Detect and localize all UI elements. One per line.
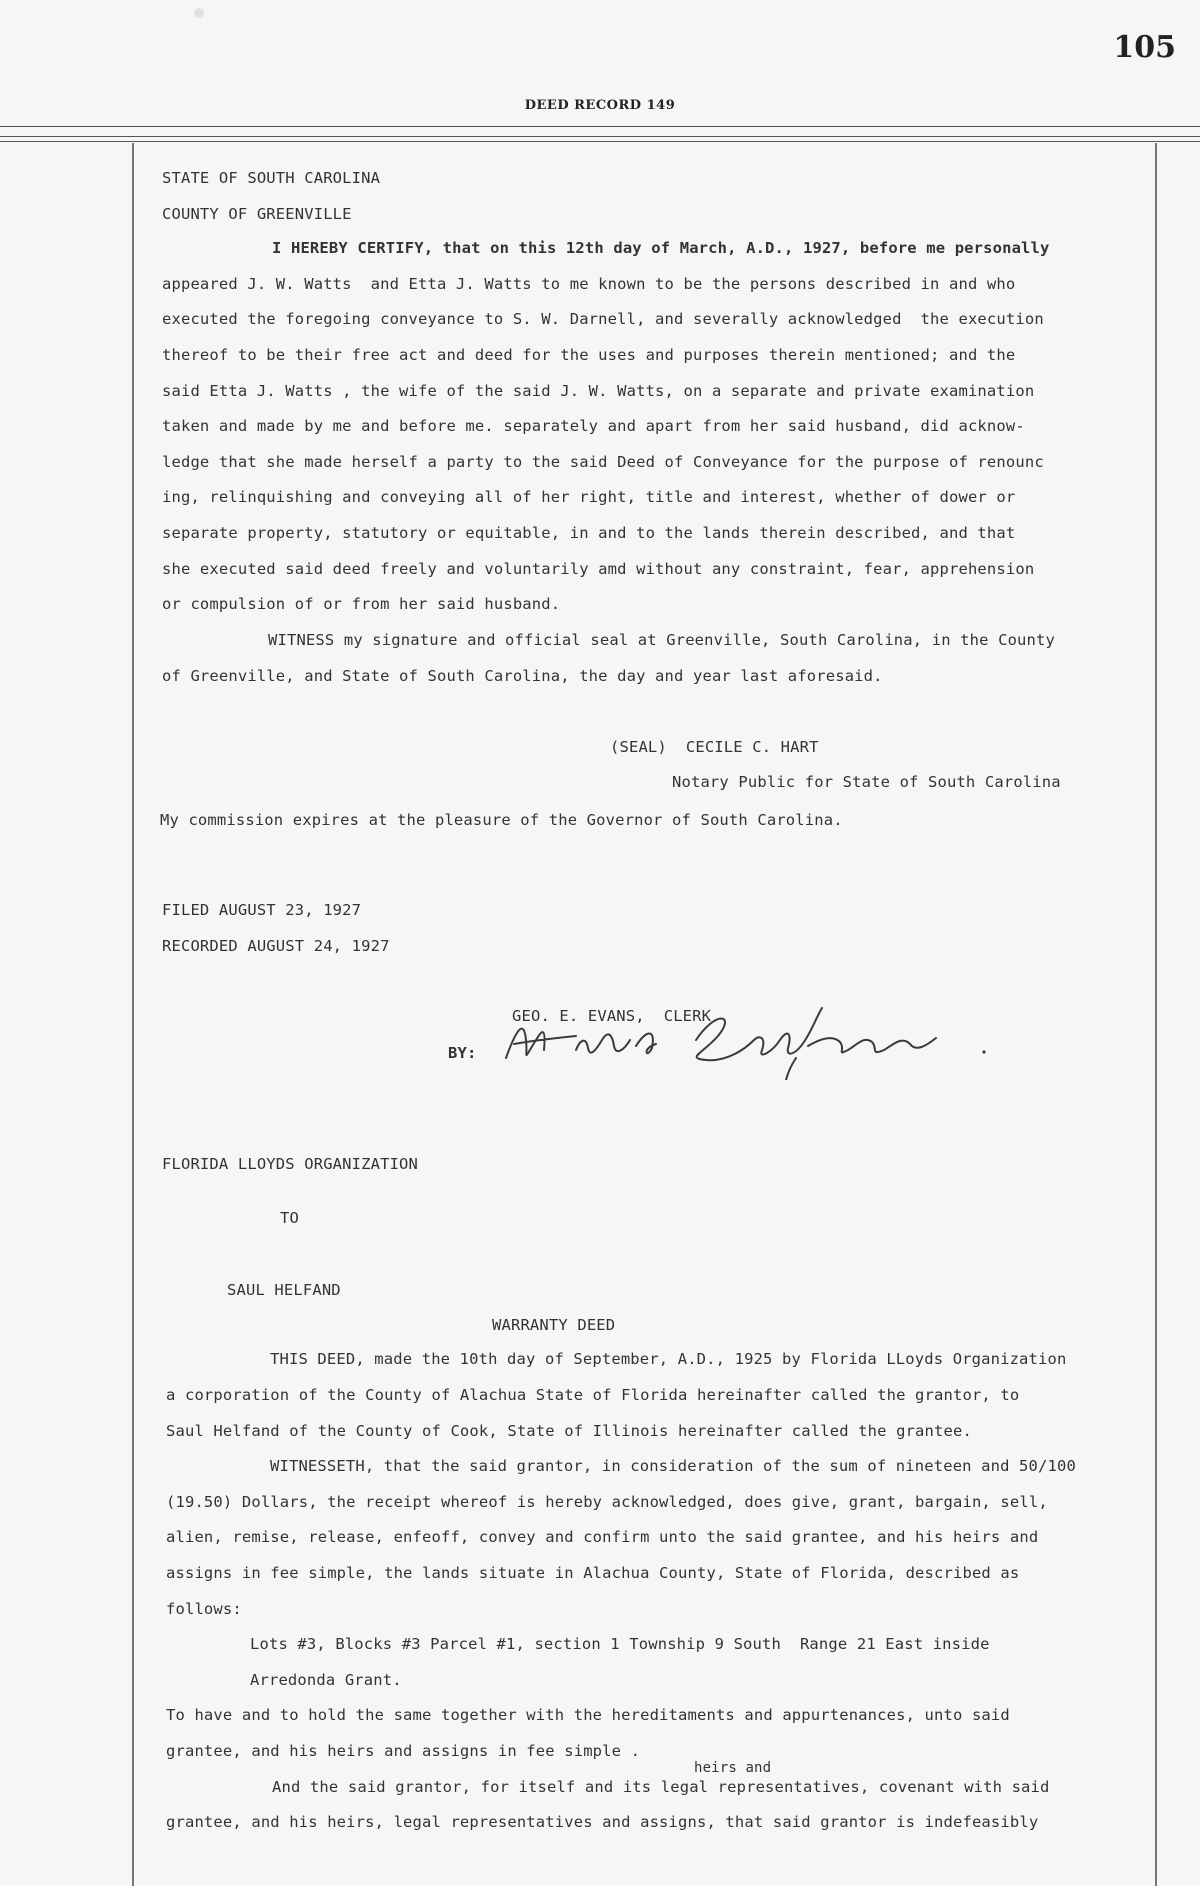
- seal-signature-line: (SEAL) CECILE C. HART: [610, 738, 819, 756]
- deed-line: assigns in fee simple, the lands situate in Alachua County, State of Florida, described as: [166, 1564, 1020, 1582]
- cert-line: I HEREBY CERTIFY, that on this 12th day of March, A.D., 1927, before me personally: [272, 239, 1050, 257]
- cert-line: said Etta J. Watts , the wife of the said J. W. Watts, on a separate and private examination: [162, 382, 1035, 400]
- deed-title: WARRANTY DEED: [492, 1316, 616, 1334]
- deed-line: Lots #3, Blocks #3 Parcel #1, section 1 Township 9 South Range 21 East inside: [250, 1635, 990, 1653]
- deed-line: grantee, and his heirs, legal representatives and assigns, that said grantor is indefeasibly: [166, 1813, 1039, 1831]
- cert-line: separate property, statutory or equitable, in and to the lands therein described, and that: [162, 524, 1016, 542]
- commission-line: My commission expires at the pleasure of the Governor of South Carolina.: [160, 811, 843, 829]
- notary-title: Notary Public for State of South Carolina: [672, 773, 1061, 791]
- deed-line: grantee, and his heirs and assigns in fee simple .: [166, 1742, 641, 1760]
- deed-line: Saul Helfand of the County of Cook, State of Illinois hereinafter called the grantee.: [166, 1422, 972, 1440]
- cert-line: thereof to be their free act and deed for the uses and purposes therein mentioned; and the: [162, 346, 1016, 364]
- deed-line: alien, remise, release, enfeoff, convey and confirm unto the said grantee, and his heirs and: [166, 1528, 1039, 1546]
- cert-county: COUNTY OF GREENVILLE: [162, 205, 352, 223]
- header-rule-bottom: [0, 141, 1200, 142]
- witness-line: WITNESS my signature and official seal at Greenville, South Carolina, in the County: [268, 631, 1055, 649]
- page-number: 105: [1113, 30, 1176, 65]
- left-margin-rule: [132, 143, 134, 1886]
- deed-line: Arredonda Grant.: [250, 1671, 402, 1689]
- deed-line: WITNESSETH, that the said grantor, in consideration of the sum of nineteen and 50/100: [270, 1457, 1076, 1475]
- deed-interlineation: heirs and: [694, 1760, 772, 1776]
- cert-line: appeared J. W. Watts and Etta J. Watts to me known to be the persons described in and who: [162, 275, 1016, 293]
- deed-line: (19.50) Dollars, the receipt whereof is hereby acknowledged, does give, grant, bargain, sell,: [166, 1493, 1048, 1511]
- header-rule-middle: [0, 136, 1200, 137]
- handwritten-signature: [496, 1000, 996, 1080]
- deed-line: THIS DEED, made the 10th day of September, A.D., 1925 by Florida LLoyds Organization: [270, 1350, 1067, 1368]
- cert-line: ledge that she made herself a party to the said Deed of Conveyance for the purpose of renounc: [162, 453, 1044, 471]
- cert-line: taken and made by me and before me. separately and apart from her said husband, did acknow-: [162, 417, 1025, 435]
- cert-line: she executed said deed freely and voluntarily amd without any constraint, fear, apprehension: [162, 560, 1035, 578]
- deed-to: TO: [280, 1209, 299, 1227]
- right-margin-rule: [1155, 143, 1157, 1886]
- page-header: DEED RECORD 149: [524, 98, 676, 113]
- deed-line: To have and to hold the same together with the hereditaments and appurtenances, unto said: [166, 1706, 1010, 1724]
- deed-party-to: SAUL HELFAND: [227, 1281, 341, 1299]
- cert-line: or compulsion of or from her said husband.: [162, 595, 561, 613]
- clerk-name: GEO. E. EVANS, CLERK: [512, 1007, 712, 1025]
- by-label: BY:: [448, 1044, 477, 1062]
- cert-line: ing, relinquishing and conveying all of her right, title and interest, whether of dower or: [162, 488, 1016, 506]
- cert-state: STATE OF SOUTH CAROLINA: [162, 169, 381, 187]
- header-rule-top: [0, 126, 1200, 127]
- cert-line: executed the foregoing conveyance to S. W. Darnell, and severally acknowledged the execution: [162, 310, 1044, 328]
- filed-date: FILED AUGUST 23, 1927: [162, 901, 362, 919]
- deed-line: And the said grantor, for itself and its legal representatives, covenant with said: [272, 1778, 1050, 1796]
- scan-speck: [194, 8, 204, 18]
- deed-line: follows:: [166, 1600, 242, 1618]
- deed-line: a corporation of the County of Alachua State of Florida hereinafter called the grantor, to: [166, 1386, 1020, 1404]
- deed-party-from: FLORIDA LLOYDS ORGANIZATION: [162, 1155, 419, 1173]
- witness-line: of Greenville, and State of South Carolina, the day and year last aforesaid.: [162, 667, 883, 685]
- recorded-date: RECORDED AUGUST 24, 1927: [162, 937, 390, 955]
